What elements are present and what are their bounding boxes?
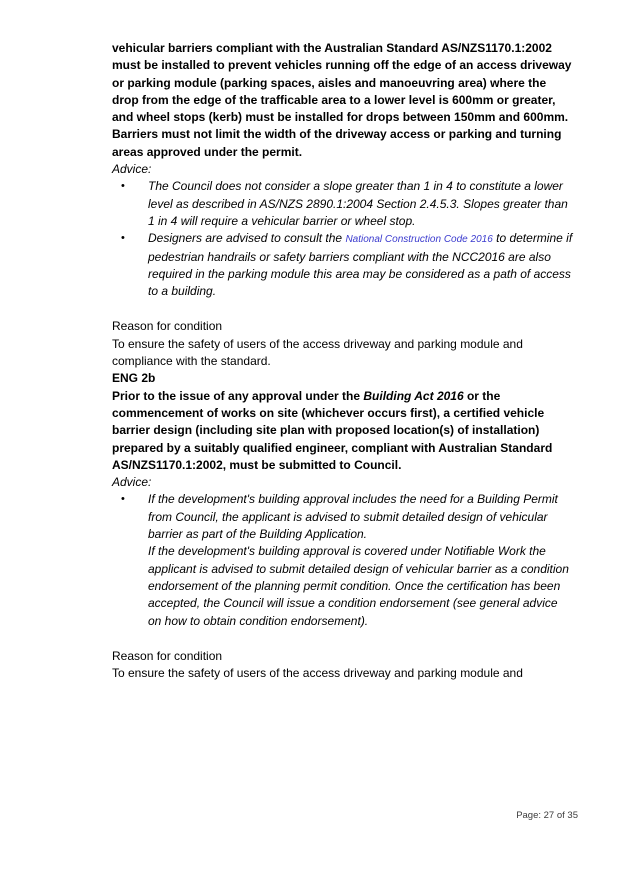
bullet-2-text-after: to determine if pedestrian handrails or safety barriers compliant with the NCC2016 are also required in the parking module this area may be considered as a path of access to a building. [148, 231, 573, 299]
advice-list-1 [112, 178, 574, 300]
advice-label-1: Advice: [112, 162, 152, 177]
reason-for-condition-label-1: Reason for condition [112, 319, 223, 334]
condition-eng2a-text: vehicular barriers compliant with the Australian Standard AS/NZS1170.1:2002 must be installed to prevent vehicles running off the edge of an access driveway or parking module (parking spaces, aisles and manoeuvring area) where the drop from the edge of the trafficable area to a lower level is 600mm or greater, and wheel stops (kerb) must be installed for drops between 150mm and 600mm. Barriers must not limit the width of the driveway access or parking and turning areas approved under the permit. [112, 41, 572, 159]
document-content [112, 40, 574, 682]
advice-label-2: Advice: [112, 475, 152, 490]
reason-for-condition-text-2: To ensure the safety of users of the access driveway and parking module and [112, 666, 523, 681]
eng-2b-heading: ENG 2b [112, 371, 156, 386]
bullet-icon: • [121, 493, 125, 506]
advice-list-2 [112, 491, 574, 629]
bullet-icon: • [121, 232, 125, 245]
condition-eng2b-text-after: or the commencement of works on site (whichever occurs first), a certified vehicle barrier design (including site plan with proposed location(s) of installation) prepared by a suitably qualified engineer, compliant with Australian Standard AS/NZS1170.1:2002, must be submitted to Council. [112, 388, 553, 472]
advice-1-bullet-1-text: The Council does not consider a slope greater than 1 in 4 to constitute a lower level as described in AS/NZS 2890.1:2004 Section 2.4.5.3. Slopes greater than 1 in 4 will require a vehicular barrier or wheel stop. [148, 179, 568, 228]
bullet-icon: • [121, 180, 125, 193]
advice-2-bullet-1-text [148, 491, 574, 629]
ncc-2016-link[interactable]: National Construction Code 2016 [345, 234, 493, 246]
reason-for-condition-label-2: Reason for condition [112, 648, 223, 663]
page-number: Page: 27 of 35 [516, 810, 578, 821]
condition-eng2b-text [112, 388, 574, 474]
bullet-2-text-before: Designers are advised to consult the [148, 231, 346, 246]
list-item [112, 491, 574, 629]
advice-1-bullet-2-text [148, 230, 574, 300]
advice-2-bullet-1-para-2: If the development's building approval is covered under Notifiable Work the applicant is advised to submit detailed design of vehicular barrier as a condition endorsement of the planning permit condition. Once the certification has been accepted, the Council will issue a condition endorsement (see general advice on how to obtain condition endorsement). [148, 544, 569, 628]
reason-for-condition-text-1: To ensure the safety of users of the access driveway and parking module and compliance with the standard. [112, 336, 523, 369]
list-item [112, 178, 574, 230]
advice-2-bullet-1-para-1: If the development's building approval includes the need for a Building Permit from Council, the applicant is advised to submit detailed design of vehicular barrier as part of the Building Application. [148, 492, 558, 542]
building-act-2016-reference: Building Act 2016 [363, 388, 464, 403]
condition-eng2b-text-before: Prior to the issue of any approval under the [112, 388, 364, 403]
list-item [112, 230, 574, 300]
